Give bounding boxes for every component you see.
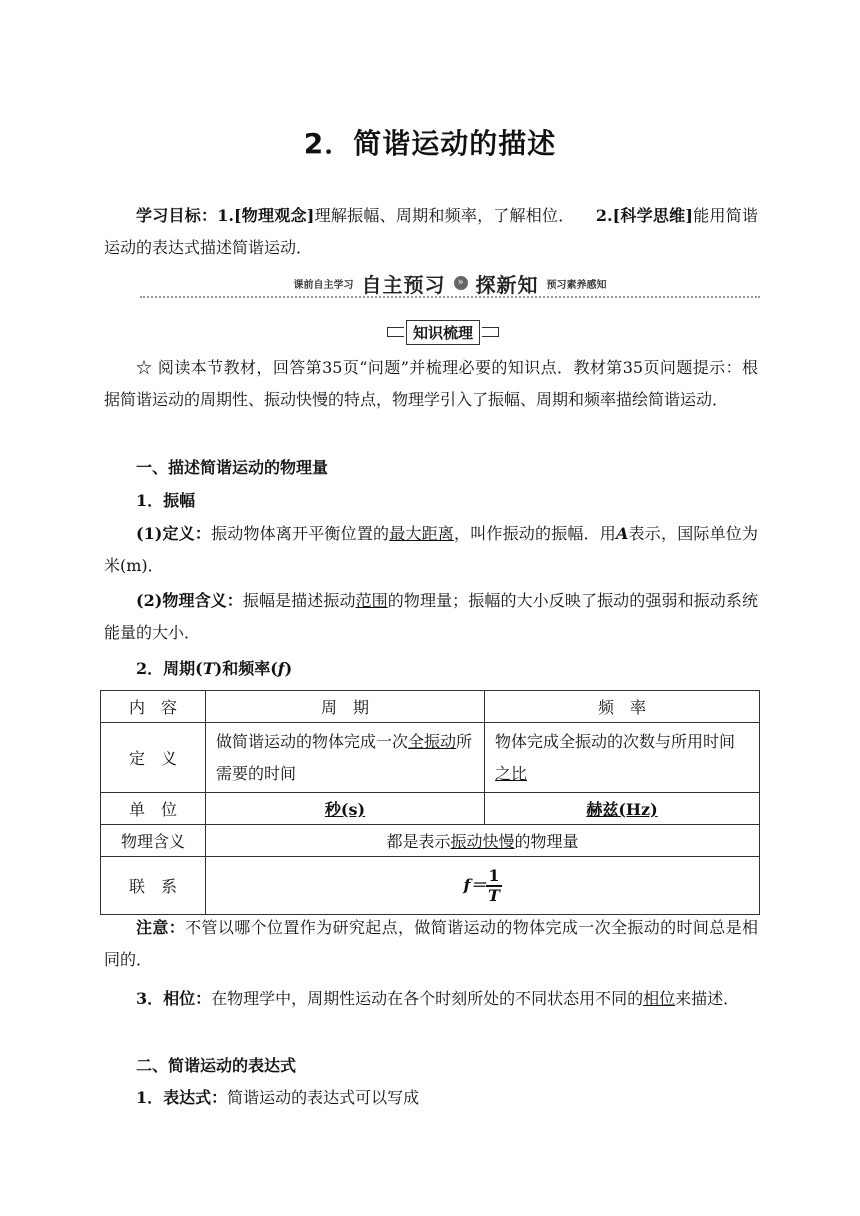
banner-right-text: 预习素养感知 xyxy=(546,279,607,291)
table-cell-definition-period xyxy=(206,723,485,793)
meaning-text-a: 振幅是描述振动 xyxy=(242,591,356,610)
table-header-period: 周 期 xyxy=(206,691,485,723)
phase-underline: 相位 xyxy=(643,989,676,1008)
relation-lhs: f＝ xyxy=(463,875,487,894)
amplitude-symbol: A xyxy=(615,524,629,543)
amplitude-meaning xyxy=(104,585,758,649)
heading-2: 二、简谐运动的表达式 xyxy=(136,1056,297,1075)
intro-paragraph: ☆ 阅读本节教材，回答第35页“问题”并梳理必要的知识点．教材第35页问题提示：根据简谐运动的周期性、振动快慢的特点，物理学引入了振幅、周期和频率描绘简谐运动． xyxy=(104,358,758,409)
frequency-symbol: f xyxy=(277,659,285,678)
section-box-label: 知识梳理 xyxy=(406,320,480,345)
phase-text-a: 在物理学中，周期性运动在各个时刻所处的不同状态用不同的 xyxy=(211,989,644,1008)
banner-divider xyxy=(140,296,760,298)
banner-main-text-2: 探新知 xyxy=(475,272,539,297)
definition-text-a: 振动物体离开平衡位置的 xyxy=(211,524,390,543)
objective-2-text: 能用简谐运动的表达式描述简谐运动． xyxy=(104,206,758,257)
definition-underline: 最大距离 xyxy=(389,524,455,543)
objective-2-number: 2. xyxy=(595,206,613,225)
meaning-text-b: 的物理量；振幅的大小反映了振动的强弱和振动系统能量的大小． xyxy=(104,591,758,642)
expression-paragraph xyxy=(104,1082,758,1114)
period-definition-underline: 全振动 xyxy=(408,731,457,751)
note-text: 不管以哪个位置作为研究起点，做简谐运动的物体完成一次全振动的时间总是相同的． xyxy=(104,918,758,969)
subheading-period-frequency xyxy=(104,653,758,685)
expression-label: 1．表达式： xyxy=(136,1088,228,1107)
period-symbol: T xyxy=(202,659,215,678)
table-cell-definition-label: 定 义 xyxy=(101,723,206,793)
period-frequency-table xyxy=(100,690,760,915)
page-title: 2．简谐运动的描述 xyxy=(303,127,557,160)
table-cell-relation-label: 联 系 xyxy=(101,857,206,915)
meaning-underline: 范围 xyxy=(355,591,388,610)
bracket-left-icon xyxy=(387,327,404,337)
table-header-content: 内 容 xyxy=(101,691,206,723)
definition-text-c: 表示，国际单位为米(m)． xyxy=(104,524,758,575)
period-definition-text-a: 做简谐运动的物体完成一次 xyxy=(216,731,409,751)
phase-label: 3．相位： xyxy=(136,989,212,1008)
table-header-row xyxy=(101,691,760,723)
definition-text-b: ，叫作振动的振幅．用 xyxy=(454,524,616,543)
objective-1-number: 1. xyxy=(217,206,234,225)
table-row-meaning xyxy=(101,825,760,857)
table-cell-unit-frequency: 赫兹(Hz) xyxy=(485,793,760,825)
objectives-label: 学习目标： xyxy=(136,206,218,225)
meaning-label: (2)物理含义： xyxy=(136,591,243,610)
table-row-definition xyxy=(101,723,760,793)
section-box-title xyxy=(383,320,503,344)
objective-1-text: 理解振幅、周期和频率，了解相位． xyxy=(314,206,575,225)
table-cell-meaning xyxy=(206,825,760,857)
table-cell-meaning-label: 物理含义 xyxy=(101,825,206,857)
table-cell-unit-label: 单 位 xyxy=(101,793,206,825)
table-row-unit xyxy=(101,793,760,825)
section-banner xyxy=(140,268,760,298)
objective-1-tag: [物理观念] xyxy=(233,206,315,225)
table-cell-definition-frequency xyxy=(485,723,760,793)
note-paragraph xyxy=(104,912,758,976)
frequency-definition-text: 物体完成全振动的次数与所用时间 xyxy=(495,731,736,751)
heading-1: 一、描述简谐运动的物理量 xyxy=(136,458,329,477)
table-cell-relation xyxy=(206,857,760,915)
learning-objectives xyxy=(104,200,758,264)
s2-text-c: ) xyxy=(284,659,293,678)
amplitude-definition xyxy=(104,518,758,582)
table-header-frequency: 频 率 xyxy=(485,691,760,723)
banner-left-text: 课前自主学习 xyxy=(293,279,354,291)
table-cell-unit-period: 秒(s) xyxy=(206,793,485,825)
s2-text-b: )和频率( xyxy=(214,659,278,678)
relation-fraction xyxy=(486,867,501,905)
definition-label: (1)定义： xyxy=(136,524,212,543)
meaning-cell-text-a: 都是表示 xyxy=(386,832,451,851)
fraction-numerator: 1 xyxy=(488,865,500,885)
objective-2-tag: [科学思维] xyxy=(612,206,693,225)
period-definition-text-b: 所需要的时间 xyxy=(216,731,473,783)
table-row-relation xyxy=(101,857,760,915)
frequency-definition-underline: 之比 xyxy=(495,763,528,783)
s2-text-a: 2．周期( xyxy=(136,659,203,678)
banner-main-text-1: 自主预习 xyxy=(361,272,446,297)
chevron-right-icon: » xyxy=(454,276,468,290)
note-label: 注意： xyxy=(136,918,186,937)
fraction-denominator: T xyxy=(487,885,500,905)
phase-text-b: 来描述． xyxy=(675,989,740,1008)
meaning-cell-text-b: 的物理量 xyxy=(514,832,579,851)
expression-text: 简谐运动的表达式可以写成 xyxy=(227,1088,420,1107)
bracket-right-icon xyxy=(482,327,499,337)
phase-paragraph xyxy=(104,983,758,1015)
meaning-cell-underline: 振动快慢 xyxy=(450,832,515,851)
subheading-amplitude: 1．振幅 xyxy=(136,491,196,510)
